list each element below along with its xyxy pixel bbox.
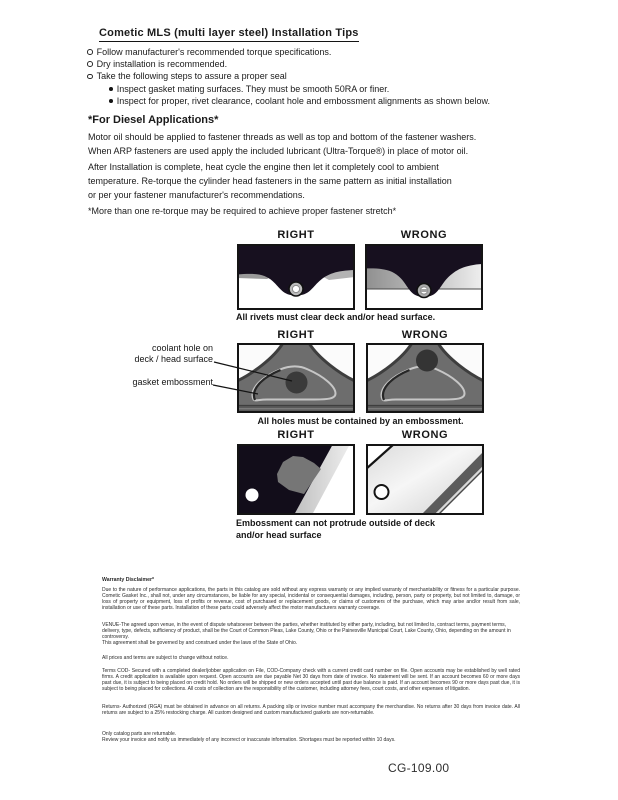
embossment-containment-right-diagram bbox=[237, 343, 355, 413]
warranty-paragraph-returns: Returns- Authorized (RGA) must be obtained in advance on all returns. A packing slip or invoice number must accompany the merchandise. No returns after 30 days from invoice date. All returns are subject to a 25% restocking charge. All custom designed and custom manufactured gaskets are non-returnable. bbox=[102, 704, 520, 717]
circle-bullet-icon bbox=[87, 49, 93, 55]
list-item bbox=[109, 83, 490, 95]
circle-bullet-icon bbox=[87, 74, 93, 80]
row2-wrong-label: WRONG bbox=[401, 329, 449, 341]
tip-text: Follow manufacturer's recommended torque specifications. bbox=[96, 47, 332, 57]
annotation-line: deck / head surface bbox=[134, 354, 213, 364]
embossment-containment-wrong-diagram bbox=[366, 343, 484, 413]
page-number: CG-109.00 bbox=[388, 761, 450, 775]
row2-caption: All holes must be contained by an embossment. bbox=[257, 416, 464, 426]
coolant-hole-annotation bbox=[100, 343, 213, 365]
annotation-line: coolant hole on bbox=[151, 343, 213, 353]
diesel-section-heading: *For Diesel Applications* bbox=[88, 114, 219, 126]
row1-wrong-label: WRONG bbox=[400, 229, 448, 241]
rivet-clearance-wrong-diagram bbox=[365, 244, 483, 310]
list-item bbox=[87, 58, 490, 70]
row1-caption: All rivets must clear deck and/or head surface. bbox=[236, 312, 436, 322]
tip-text: Inspect for proper, rivet clearance, coolant hole and embossment alignments as shown below. bbox=[116, 95, 491, 106]
rivet-clearance-right-diagram bbox=[237, 244, 355, 310]
paragraph-line: Motor oil should be applied to fastener threads as well as top and bottom of the fastener washers. bbox=[88, 132, 477, 142]
paragraph-line: When ARP fasteners are used apply the included lubricant (Ultra-Torque®) in place of motor oil. bbox=[88, 145, 469, 156]
warranty-heading: Warranty Disclaimer* bbox=[102, 577, 154, 583]
warranty-paragraph-venue bbox=[102, 622, 520, 646]
list-item bbox=[87, 46, 490, 58]
row3-wrong-label: WRONG bbox=[401, 429, 449, 441]
embossment-protrusion-right-diagram bbox=[237, 444, 355, 515]
warranty-paragraph-liability: Due to the nature of performance applications, the parts in this catalog are sold without any express warranty or any implied warranty of merchantability or fitness for a particular purpose. Cometic Gasket Inc., shall not, under any circumstances, be liable for any special, incidental or consequential damages, including, person, party or property, but not limited to, damage, or loss of property or equipment, loss of profits or revenue, cost of purchased or replacement goods, or claims of customers of the purchase, which may arise and/or result from sale, installation or use of these parts. Installation of these parts could adversely affect the motor manufacturers warranty coverage. bbox=[102, 587, 520, 612]
gasket-embossment-annotation: gasket embossment bbox=[132, 377, 213, 387]
paragraph-line: Review your invoice and notify us immediately of any incorrect or inaccurate information. Shortages must be reported within 10 days. bbox=[102, 737, 396, 744]
diesel-paragraph-3: *More than one re-torque may be required to achieve proper fastener stretch* bbox=[88, 206, 397, 216]
paragraph-line: or per your fastener manufacturer's recommendations. bbox=[88, 189, 305, 200]
warranty-paragraph-prices: All prices and terms are subject to change without notice. bbox=[102, 655, 229, 661]
paragraph-line: temperature. Re-torque the cylinder head fasteners in the same pattern as initial installation bbox=[88, 175, 452, 186]
warranty-paragraph-catalog bbox=[102, 731, 520, 743]
row3-caption bbox=[236, 518, 435, 541]
circle-bullet-icon bbox=[87, 61, 93, 67]
tip-text: Dry installation is recommended. bbox=[96, 59, 228, 70]
list-item bbox=[87, 70, 490, 82]
tip-text: Take the following steps to assure a proper seal bbox=[96, 71, 287, 82]
dot-bullet-icon bbox=[109, 87, 113, 91]
page-title: Cometic MLS (multi layer steel) Installation Tips bbox=[99, 27, 359, 42]
tip-text: Inspect gasket mating surfaces. They must be smooth 50RA or finer. bbox=[116, 83, 390, 94]
row1-right-label: RIGHT bbox=[277, 229, 315, 241]
caption-line: and/or head surface bbox=[236, 529, 322, 540]
paragraph-line: After Installation is complete, heat cycle the engine then let it completely cool to ambient bbox=[88, 162, 439, 172]
row3-right-label: RIGHT bbox=[277, 429, 315, 441]
diesel-paragraph-2 bbox=[88, 161, 452, 202]
list-item bbox=[109, 95, 490, 107]
row2-right-label: RIGHT bbox=[277, 329, 315, 341]
dot-bullet-icon bbox=[109, 99, 113, 103]
installation-tips-list bbox=[87, 46, 490, 107]
caption-line: Embossment can not protrude outside of deck bbox=[236, 518, 436, 528]
paragraph-line: This agreement shall be governed by and construed under the laws of the State of Ohio. bbox=[102, 640, 298, 647]
warranty-paragraph-terms: Terms COD- Secured with a completed dealer/jobber application on File, COD-Company check with a current credit card number on file. Open accounts may be established by well rated firms. A credit application is available upon request. Open accounts are due payable Net 30 days from date of invoice. No statement will be sent. If an account becomes 60 or more days past due, it is subject to being placed on credit hold. No orders will be shipped or new orders accepted until past due balance is paid. If an account becomes 90 or more days past due, it is subject to being placed for collections. All costs of collection are the responsibility of the customer, including attorney fees, court costs, and other expenses of litigation. bbox=[102, 668, 520, 693]
paragraph-line: Only catalog parts are returnable. bbox=[102, 731, 177, 737]
embossment-protrusion-wrong-diagram bbox=[366, 444, 484, 515]
diesel-paragraph-1 bbox=[88, 131, 476, 159]
paragraph-line: VENUE-The agreed upon venue, in the event of dispute whatsoever between the parties, whether instituted by either party, including, but not limited to, contract terms, payment terms, delivery, type, defects, sufficiency of product, shall be the Court of Common Pleas, Lake County, Ohio or the Painesville Municipal Court, Lake County, Ohio, depending on the amount in controversy. bbox=[102, 622, 511, 641]
